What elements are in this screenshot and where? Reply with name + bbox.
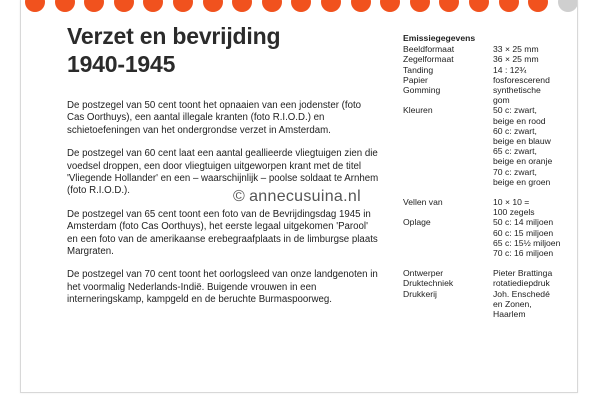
emission-value: 14 : 12¾ xyxy=(493,64,527,75)
emission-value: beige en rood xyxy=(493,115,546,126)
emission-value: 65 c: zwart, xyxy=(493,146,537,157)
emission-key xyxy=(403,156,493,166)
paragraph-70c: De postzegel van 70 cent toont het oorlogsleed van onze landgenoten in het voormalig Nederlands-Indië. Buigende vrouwen in een interneringskamp, kampgeld en de beruchte Burmaspoorweg. xyxy=(67,269,378,306)
paragraph-65c: De postzegel van 65 cent toont een foto van de Bevrijdingsdag 1945 in Amsterdam (foto Cas Oorthuys), het eerste legaal uitgekomen 'Parool' en een foto van de amerikaanse erebegraafplaats in de limburgse plaats Margraten. xyxy=(67,208,378,258)
emission-value: 10 × 10 = xyxy=(493,197,530,208)
emission-key xyxy=(403,146,493,156)
perforation-dot xyxy=(262,0,282,12)
emission-key: Druktechniek xyxy=(403,278,454,289)
perforation-dot xyxy=(203,0,223,12)
emission-value: en Zonen, xyxy=(493,298,532,309)
emission-key xyxy=(403,95,493,105)
emission-row xyxy=(403,75,573,85)
emission-key: Gomming xyxy=(403,85,441,96)
emission-value: 33 × 25 mm xyxy=(493,44,539,55)
stamp-info-card xyxy=(20,0,578,393)
emission-row xyxy=(403,197,573,207)
emission-row xyxy=(403,44,573,54)
emission-key xyxy=(403,248,493,258)
emission-row xyxy=(403,248,573,258)
emission-key xyxy=(403,126,493,136)
emission-key xyxy=(403,228,493,238)
perforation-dot xyxy=(321,0,341,12)
perforation-dot xyxy=(380,0,400,12)
emission-key xyxy=(403,136,493,146)
emission-row xyxy=(403,177,573,187)
emission-row xyxy=(403,54,573,64)
emission-value: 60 c: 15 miljoen xyxy=(493,227,554,238)
emission-row xyxy=(403,167,573,177)
perforation-dot xyxy=(173,0,193,12)
emission-value: Haarlem xyxy=(493,309,526,320)
emission-value: 50 c: zwart, xyxy=(493,105,537,116)
emission-value: Joh. Enschedé xyxy=(493,288,550,299)
emission-value: rotatiediepdruk xyxy=(493,278,550,289)
emission-key: Kleuren xyxy=(403,105,433,116)
paragraph-60c: De postzegel van 60 cent laat een aantal geallieerde vliegtuigen zien die voedsel droppen, een door vliegtuigen uitgeworpen krant met de titel 'Vliegende Hollander' en een – waarschijnlijk – poolse soldaat te Arnhem (foto R.I.O.D.). xyxy=(67,148,379,197)
description-text xyxy=(67,100,379,318)
perforation-dot xyxy=(528,0,548,12)
emission-value: beige en oranje xyxy=(493,156,553,167)
emission-value: Pieter Brattinga xyxy=(493,268,553,279)
emission-value: gom xyxy=(493,95,510,106)
page-title xyxy=(67,22,280,78)
paragraph-50c: De postzegel van 50 cent toont het opnaaien van een jodenster (foto Cas Oorthuys), een aantal illegale kranten (foto R.I.O.D.) en schietoefeningen van het ondergrondse verzet in Amsterdam. xyxy=(67,100,362,136)
emission-row xyxy=(403,105,573,115)
emission-value: 70 c: zwart, xyxy=(493,166,537,177)
emission-key xyxy=(403,309,493,319)
emission-key xyxy=(403,207,493,217)
emission-data xyxy=(403,33,573,319)
copyright-icon: © xyxy=(233,188,246,205)
emission-row xyxy=(403,238,573,248)
emission-row xyxy=(403,289,573,299)
emission-row xyxy=(403,228,573,238)
emission-row xyxy=(403,309,573,319)
emission-key xyxy=(403,299,493,309)
emission-key: Vellen van xyxy=(403,197,443,208)
perforation-dot xyxy=(84,0,104,12)
emission-row xyxy=(403,146,573,156)
perforation-dot xyxy=(232,0,252,12)
watermark-text: annecusuina.nl xyxy=(249,188,361,205)
emission-value: 70 c: 16 miljoen xyxy=(493,248,554,259)
emission-key xyxy=(403,238,493,248)
emission-key: Tanding xyxy=(403,64,434,75)
emission-row xyxy=(403,299,573,309)
emission-key xyxy=(403,116,493,126)
emission-key: Papier xyxy=(403,74,428,85)
perforation-dot xyxy=(439,0,459,12)
perforation-dot xyxy=(410,0,430,12)
emission-row xyxy=(403,217,573,227)
perforation-dot xyxy=(143,0,163,12)
emission-row xyxy=(403,95,573,105)
emission-value: 60 c: zwart, xyxy=(493,125,537,136)
perforation-dot xyxy=(25,0,45,12)
perforation-dot xyxy=(558,0,578,12)
perforation-dot xyxy=(55,0,75,12)
emission-row xyxy=(403,156,573,166)
emission-row xyxy=(403,207,573,217)
emission-value: fosforescerend xyxy=(493,74,550,85)
emission-value: beige en groen xyxy=(493,176,551,187)
perforation-dot xyxy=(114,0,134,12)
emission-value: 36 × 25 mm xyxy=(493,54,539,65)
title-line-1: Verzet en bevrijding xyxy=(67,23,281,49)
emission-key: Zegelformaat xyxy=(403,54,454,65)
emission-row xyxy=(403,116,573,126)
emission-row xyxy=(403,65,573,75)
emission-row xyxy=(403,278,573,288)
emission-row xyxy=(403,268,573,278)
emission-row xyxy=(403,126,573,136)
emission-key xyxy=(403,167,493,177)
perforation-dot xyxy=(291,0,311,12)
emission-key xyxy=(403,177,493,187)
emission-key: Beeldformaat xyxy=(403,44,455,55)
perforation-dots xyxy=(21,0,577,16)
emission-value: synthetische xyxy=(493,85,541,96)
emission-value: 65 c: 15½ miljoen xyxy=(493,237,561,248)
copyright-watermark xyxy=(233,188,361,206)
emission-key: Ontwerper xyxy=(403,268,444,279)
perforation-dot xyxy=(469,0,489,12)
emission-heading: Emissiegegevens xyxy=(403,33,476,43)
emission-value: 50 c: 14 miljoen xyxy=(493,217,554,228)
emission-value: 100 zegels xyxy=(493,207,535,218)
emission-key: Oplage xyxy=(403,217,431,228)
title-line-2: 1940-1945 xyxy=(67,51,176,77)
emission-value: beige en blauw xyxy=(493,136,551,147)
perforation-dot xyxy=(351,0,371,12)
emission-key: Drukkerij xyxy=(403,288,437,299)
emission-row xyxy=(403,136,573,146)
emission-row xyxy=(403,85,573,95)
perforation-dot xyxy=(499,0,519,12)
